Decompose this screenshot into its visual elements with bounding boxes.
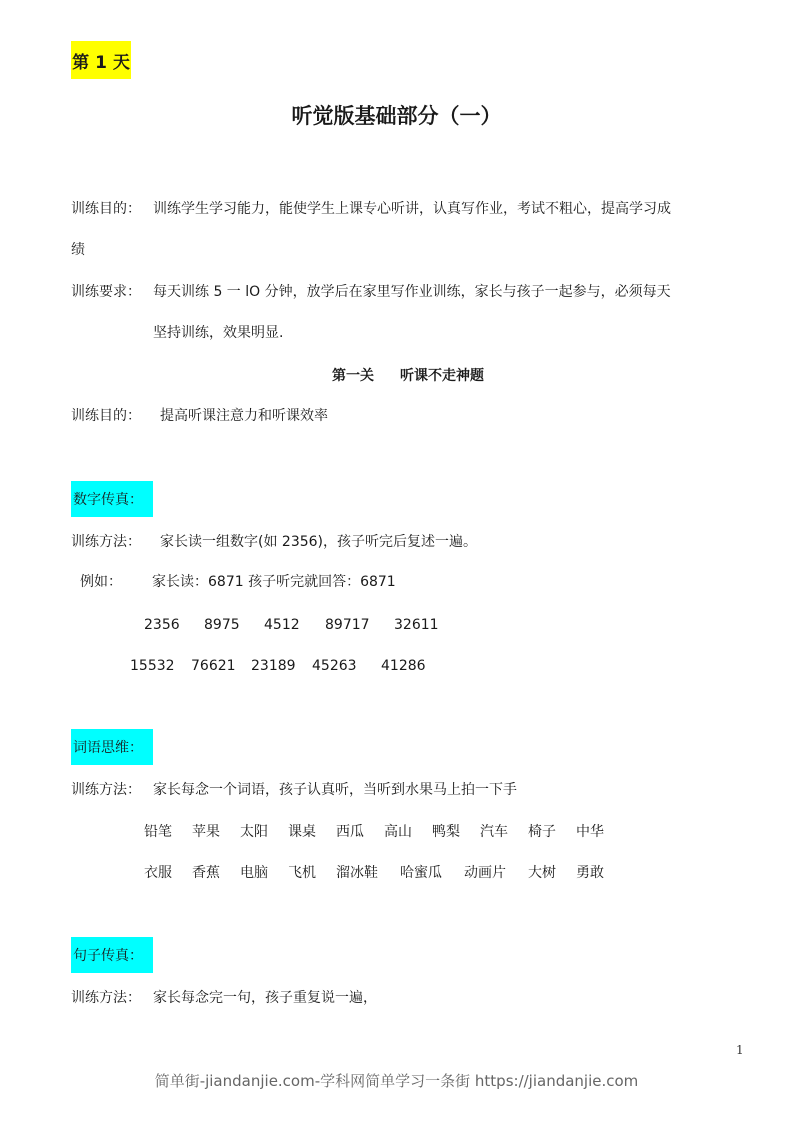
sentence-fax-method-text: 家长每念完一句，孩子重复说一遍，	[153, 990, 377, 1006]
word-row-1	[0, 822, 793, 842]
word-thinking-tag: 词语思维：	[71, 729, 153, 765]
requirement-text-line1: 每天训练 5 一 lO 分钟，放学后在家里写作业训练，家长与孩子一起参与，必须每天	[153, 284, 671, 300]
number-item: 45263	[312, 658, 357, 674]
section-title-part1: 第一关	[332, 368, 374, 384]
word-item: 哈蜜瓜	[400, 865, 442, 881]
number-item: 15532	[130, 658, 175, 674]
word-item: 西瓜	[336, 824, 364, 840]
word-item: 太阳	[240, 824, 268, 840]
sentence-fax-tag: 句子传真：	[71, 937, 153, 973]
number-item: 32611	[394, 617, 439, 633]
section-title	[0, 365, 793, 385]
word-item: 苹果	[192, 824, 220, 840]
example-text: 家长读：6871 孩子听完就回答：6871	[152, 574, 396, 590]
word-item: 衣服	[144, 865, 172, 881]
word-item: 高山	[384, 824, 412, 840]
day-label: 第 1 天	[71, 41, 131, 79]
requirement-text-line2: 坚持训练，效果明显.	[153, 325, 284, 341]
page-title: 听觉版基础部分（一）	[291, 104, 502, 128]
word-row-2	[0, 863, 793, 883]
section-title-part2: 听课不走神题	[400, 368, 484, 384]
word-item: 飞机	[288, 865, 316, 881]
word-item: 大树	[528, 865, 556, 881]
word-item: 铅笔	[144, 824, 172, 840]
number-item: 23189	[251, 658, 296, 674]
word-item: 溜冰鞋	[336, 865, 378, 881]
number-fax-method-label: 训练方法：	[71, 534, 141, 550]
word-item: 鸭梨	[432, 824, 460, 840]
word-item: 中华	[576, 824, 604, 840]
purpose-label: 训练目的：	[71, 201, 141, 217]
number-fax-tag: 数字传真：	[71, 481, 153, 517]
requirement-label: 训练要求：	[71, 284, 141, 300]
sentence-fax-method-label: 训练方法：	[71, 990, 141, 1006]
section-purpose-label: 训练目的：	[71, 408, 141, 424]
section-purpose-text: 提高听课注意力和听课效率	[160, 408, 328, 424]
word-item: 香蕉	[192, 865, 220, 881]
page-number: 1	[736, 1043, 744, 1057]
number-item: 2356	[144, 617, 180, 633]
word-thinking-method-text: 家长每念一个词语，孩子认真听，当听到水果马上拍一下手	[153, 782, 517, 798]
number-item: 76621	[191, 658, 236, 674]
number-item: 41286	[381, 658, 426, 674]
word-thinking-method-label: 训练方法：	[71, 782, 141, 798]
word-item: 电脑	[240, 865, 268, 881]
number-item: 4512	[264, 617, 300, 633]
number-row-2	[0, 656, 793, 676]
example-label: 例如：	[80, 574, 122, 590]
word-item: 课桌	[288, 824, 316, 840]
word-item: 汽车	[480, 824, 508, 840]
number-item: 8975	[204, 617, 240, 633]
number-fax-method-text: 家长读一组数字(如 2356)，孩子听完后复述一遍。	[160, 534, 478, 550]
word-item: 椅子	[528, 824, 556, 840]
purpose-text-line1: 训练学生学习能力，能使学生上课专心听讲，认真写作业，考试不粗心，提高学习成	[153, 201, 671, 217]
word-item: 动画片	[464, 865, 506, 881]
purpose-text-line2: 绩	[71, 242, 85, 258]
word-item: 勇敢	[576, 865, 604, 881]
number-row-1	[0, 615, 793, 635]
footer-site-text: 简单街-jiandanjie.com-学科网简单学习一条街 https://jiandanjie.com	[154, 1072, 639, 1090]
number-item: 89717	[325, 617, 370, 633]
